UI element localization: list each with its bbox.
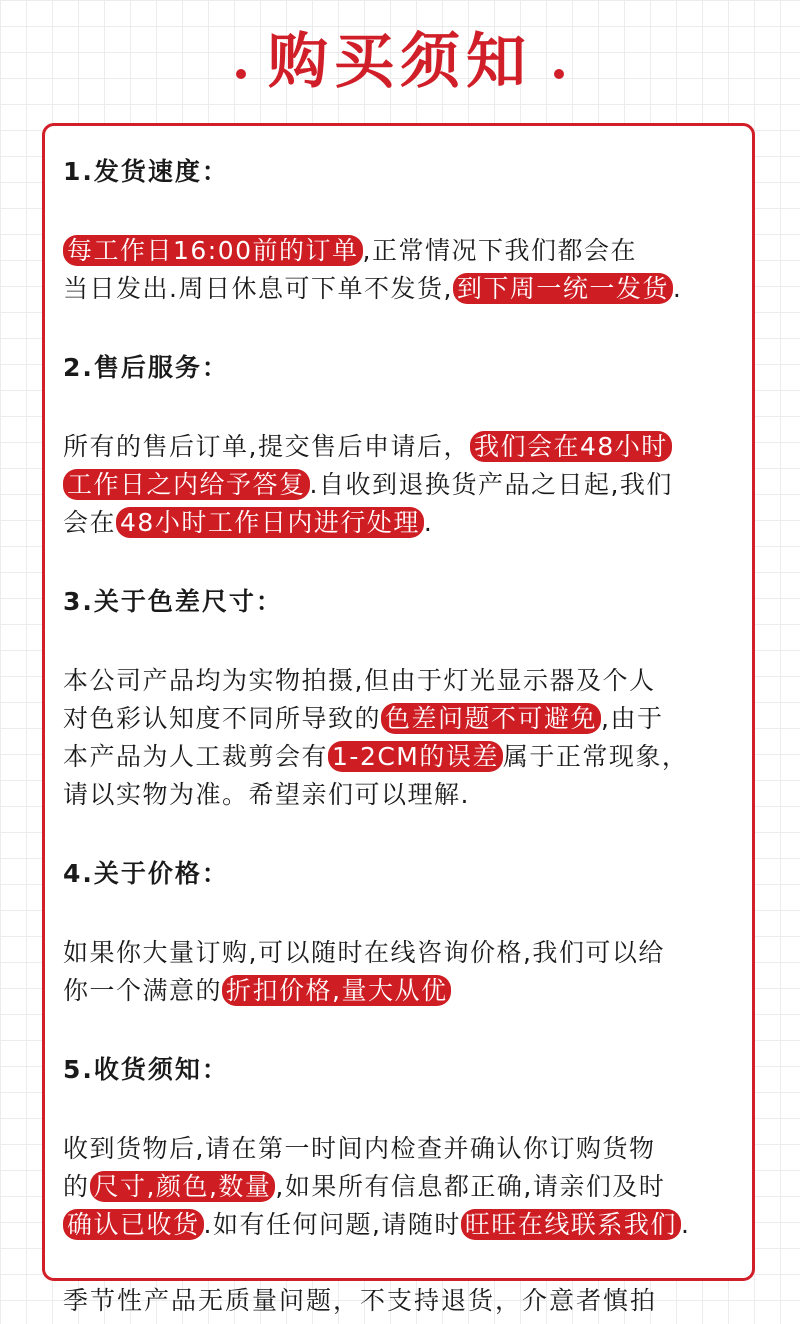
text-run: 你一个满意的 [63,976,223,1005]
text-run: .如有任何问题,请随时 [203,1210,461,1239]
text-line [63,700,752,738]
text-run: 请以实物为准。希望亲们可以理解. [63,780,470,809]
highlight: 尺寸,颜色,数量 [90,1171,276,1202]
page-header [0,22,800,102]
text-run: ,正常情况下我们都会在 [362,236,637,265]
section-body [63,662,752,814]
section-receiving [63,1050,752,1244]
text-run: 收到货物后,请在第一时间内检查并确认你订购货物 [63,1134,656,1163]
section-body [63,232,752,308]
highlight: 确认已收货 [63,1209,204,1240]
text-line [63,466,752,504]
section-heading: 2.售后服务： [63,353,229,382]
section-color-size [63,582,752,814]
highlight: 每工作日16:00前的订单 [63,235,363,266]
text-run: 的 [63,1172,90,1201]
text-line [63,1168,752,1206]
section-body [63,428,752,542]
text-run: 本产品为人工裁剪会有 [63,742,329,771]
text-run: 所有的售后订单,提交售后申请后， [63,432,470,461]
title-dot-left [236,69,246,79]
section-price [63,854,752,1010]
section-after-sales [63,348,752,542]
text-run: ,由于 [601,704,664,733]
text-run: 本公司产品均为实物拍摄,但由于灯光显示器及个人 [63,666,656,695]
highlight: 折扣价格,量大从优 [222,975,451,1006]
section-heading: 4.关于价格： [63,859,229,888]
section-heading: 1.发货速度： [63,157,229,186]
page-title: 购买须知 [268,27,532,97]
highlight: 旺旺在线联系我们 [461,1209,681,1240]
section-body [63,934,752,1010]
highlight: 48小时工作日内进行处理 [116,507,424,538]
highlight: 工作日之内给予答复 [63,469,310,500]
text-line [63,776,752,814]
text-line [63,232,752,270]
text-line [63,1206,752,1244]
text-run: . [423,508,434,537]
text-line [63,270,752,308]
text-run: .自收到退换货产品之日起,我们 [309,470,673,499]
highlight: 1-2CM的误差 [328,741,503,772]
highlight: 到下周一统一发货 [453,273,673,304]
section-body [63,1130,752,1244]
text-run: 当日发出.周日休息可下单不发货, [63,274,453,303]
text-run: 对色彩认知度不同所导致的 [63,704,382,733]
section-heading: 5.收货须知： [63,1055,229,1084]
text-run: 如果你大量订购,可以随时在线咨询价格,我们可以给 [63,938,665,967]
text-line [63,428,752,466]
final-note: 季节性产品无质量问题，不支持退货，介意者慎拍 [63,1286,658,1315]
text-line [63,1130,752,1168]
text-run: 会在 [63,508,117,537]
text-line [63,972,752,1010]
text-run: ,如果所有信息都正确,请亲们及时 [275,1172,666,1201]
text-run: . [680,1210,691,1239]
notice-card [42,123,755,1315]
text-line [63,662,752,700]
title-dot-right [554,69,564,79]
highlight: 我们会在48小时 [470,431,672,462]
text-line [63,504,752,542]
text-line [63,934,752,972]
highlight: 色差问题不可避免 [381,703,601,734]
text-run: 属于正常现象， [502,742,689,771]
text-run: . [672,274,683,303]
section-heading: 3.关于色差尺寸： [63,587,283,616]
section-shipping [63,152,752,308]
text-line [63,738,752,776]
